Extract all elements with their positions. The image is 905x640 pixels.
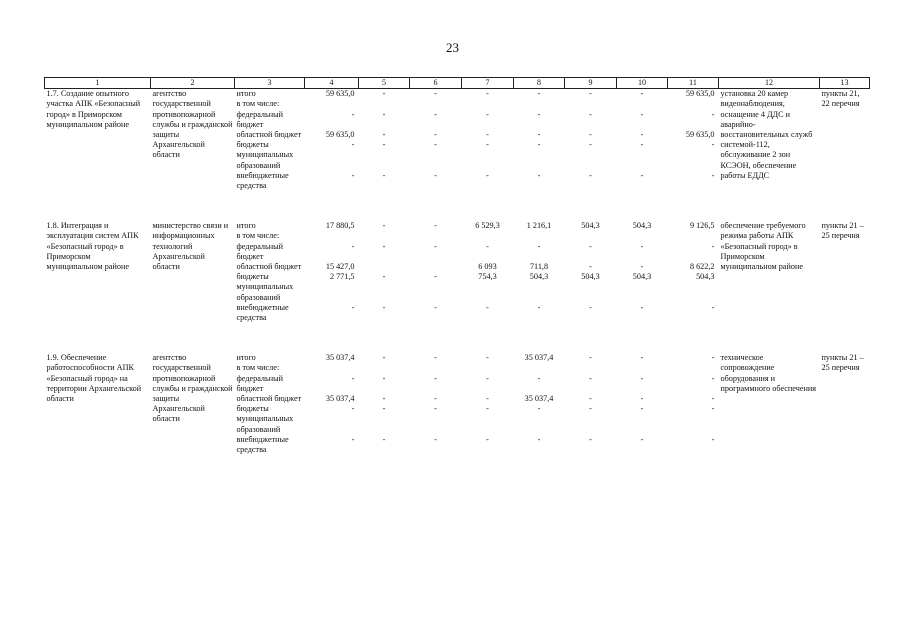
funding-value: - (640, 373, 644, 383)
table-body (45, 89, 870, 456)
funding-value: - (711, 373, 715, 383)
funding-value: - (589, 302, 592, 312)
funding-value: - (434, 373, 437, 383)
funding-value: - (640, 404, 644, 414)
funding-value: - (382, 109, 386, 119)
funding-value: 9 126,5 (689, 221, 715, 231)
funding-value: - (382, 394, 386, 404)
funding-value: - (537, 373, 541, 383)
funding-source-label: федеральный бюджет (236, 109, 284, 129)
column-number: 12 (719, 78, 820, 89)
funding-value (514, 99, 565, 109)
funding-value: - (434, 302, 437, 312)
funding-value: 6 529,3 (475, 221, 500, 231)
table-row (45, 89, 870, 100)
funding-value (305, 363, 359, 373)
funding-value (305, 99, 359, 109)
funding-value: - (589, 109, 592, 119)
funding-value: - (589, 241, 592, 251)
column-number: 10 (617, 78, 668, 89)
funding-value (410, 99, 462, 109)
funding-source-label: в том числе: (236, 363, 280, 373)
funding-value (617, 363, 668, 373)
measure-executor: агентство государственной противопожарной службы и гражданской защиты Архангельской области (152, 353, 233, 424)
funding-value: - (434, 272, 437, 282)
table-row (45, 353, 870, 363)
funding-value: - (640, 353, 644, 363)
funding-value: - (537, 140, 541, 150)
funding-value: 59 635,0 (685, 89, 715, 99)
funding-value: - (486, 241, 489, 251)
column-number: 7 (462, 78, 514, 89)
funding-value (668, 99, 719, 109)
funding-value: 59 635,0 (325, 89, 355, 99)
funding-value: 35 037,4 (524, 394, 554, 404)
funding-value (359, 363, 410, 373)
funding-value: - (537, 404, 541, 414)
funding-value: - (486, 170, 489, 180)
funding-value: 17 880,5 (325, 221, 355, 231)
measure-result: установка 20 камер видеонаблюдения, оснащение 4 ДДС и аварийно-восстановительных служб системой-112, обслуживание 2 зон КСЭОН, обеспечение работы ЕДДС (720, 89, 813, 180)
funding-value: - (486, 89, 489, 99)
funding-value: 504,3 (696, 272, 715, 282)
funding-value: 504,3 (632, 272, 652, 282)
funding-value (359, 231, 410, 241)
funding-value: 6 093 (478, 262, 497, 272)
funding-source-label: итого (236, 353, 256, 363)
funding-value: - (351, 373, 355, 383)
funding-source-label: внебюджетные средства (236, 170, 289, 191)
funding-value: - (434, 241, 437, 251)
funding-source-label: федеральный бюджет (236, 373, 284, 393)
funding-value: - (434, 130, 437, 140)
funding-value: - (640, 302, 644, 312)
funding-value: 504,3 (581, 221, 600, 231)
funding-value: - (382, 130, 386, 140)
measure-refs: пункты 21 – 25 перечня (821, 221, 864, 241)
column-number: 11 (668, 78, 719, 89)
funding-source-label: в том числе: (236, 231, 280, 241)
funding-value: 504,3 (529, 272, 549, 282)
funding-value: - (711, 170, 715, 180)
funding-source-label: бюджеты муниципальных образований (236, 140, 294, 170)
funding-source-label: областной бюджет (236, 130, 302, 140)
column-number: 13 (820, 78, 870, 89)
funding-value: - (537, 170, 541, 180)
funding-value: - (711, 109, 715, 119)
column-number: 2 (151, 78, 235, 89)
funding-value: - (486, 353, 489, 363)
funding-value: 15 427,0 (325, 262, 355, 272)
spacer-cell (45, 323, 870, 353)
funding-value: - (537, 109, 541, 119)
funding-value: - (589, 89, 592, 99)
funding-value: - (486, 140, 489, 150)
funding-value (565, 99, 617, 109)
funding-value (462, 99, 514, 109)
column-number: 8 (514, 78, 565, 89)
program-table (44, 77, 870, 455)
funding-value: - (711, 140, 715, 150)
funding-value (514, 231, 565, 241)
funding-value: - (351, 109, 355, 119)
funding-value: - (640, 241, 644, 251)
measure-result: техническое сопровождение оборудования и программного обеспечения (720, 353, 817, 393)
column-number: 9 (565, 78, 617, 89)
funding-value: - (382, 353, 386, 363)
funding-value: - (382, 89, 386, 99)
funding-source-label: в том числе: (236, 99, 280, 109)
funding-value: - (537, 434, 541, 444)
funding-value (668, 231, 719, 241)
funding-value: - (434, 221, 437, 231)
funding-value: 504,3 (581, 272, 600, 282)
measure-title: 1.9. Обеспечение работоспособности АПК «Безопасный город» на территории Архангельской области (46, 353, 142, 404)
funding-value: - (486, 394, 489, 404)
funding-value (617, 99, 668, 109)
funding-value: 8 622,2 (689, 262, 715, 272)
funding-value: - (382, 241, 386, 251)
measure-refs: пункты 21, 22 перечня (821, 89, 860, 109)
section-spacer (45, 323, 870, 353)
funding-value: - (486, 109, 489, 119)
funding-source-label: бюджеты муниципальных образований (236, 272, 294, 302)
funding-value: 1 216,1 (526, 221, 552, 231)
funding-value (617, 231, 668, 241)
funding-value: - (711, 394, 715, 404)
funding-source-label: внебюджетные средства (236, 302, 289, 323)
funding-value: - (434, 109, 437, 119)
funding-source-label: областной бюджет (236, 394, 302, 404)
funding-value: - (640, 109, 644, 119)
funding-value: - (434, 434, 437, 444)
funding-value: - (382, 140, 386, 150)
table-row (45, 221, 870, 231)
funding-value: - (711, 302, 715, 312)
funding-value (410, 363, 462, 373)
funding-value: - (351, 434, 355, 444)
column-number-row (45, 78, 870, 89)
funding-value: - (589, 140, 592, 150)
funding-value: - (589, 404, 592, 414)
funding-value (514, 363, 565, 373)
column-number: 3 (235, 78, 305, 89)
funding-value: - (640, 89, 644, 99)
funding-value: 35 037,4 (325, 394, 355, 404)
funding-value: - (434, 353, 437, 363)
funding-source-label: итого (236, 89, 256, 99)
measure-title: 1.7. Создание опытного участка АПК «Безопасный город» в Приморском муниципальном районе (46, 89, 141, 129)
funding-value: - (382, 434, 386, 444)
measure-result: обеспечение требуемого режима работы АПК «Безопасный город» в Приморском муниципальном районе (720, 221, 806, 272)
funding-value: - (351, 302, 355, 312)
funding-value: - (486, 373, 489, 383)
funding-value (410, 231, 462, 241)
funding-value: - (486, 404, 489, 414)
funding-source-label: федеральный бюджет (236, 241, 284, 261)
funding-value (668, 363, 719, 373)
funding-value (410, 262, 462, 272)
funding-value: - (711, 404, 715, 414)
funding-value: 35 037,4 (524, 353, 554, 363)
funding-value: 35 037,4 (325, 353, 355, 363)
funding-value: 2 771,5 (329, 272, 355, 282)
funding-value: - (382, 404, 386, 414)
funding-value: 59 635,0 (685, 130, 715, 140)
funding-value (359, 262, 410, 272)
funding-value: - (351, 404, 355, 414)
funding-value: - (711, 434, 715, 444)
funding-value: - (640, 434, 644, 444)
column-number: 4 (305, 78, 359, 89)
funding-value: - (382, 373, 386, 383)
page-number: 23 (446, 40, 459, 55)
funding-value: - (486, 302, 489, 312)
funding-source-label: внебюджетные средства (236, 434, 289, 455)
funding-value: - (711, 353, 715, 363)
funding-value (462, 363, 514, 373)
column-number: 1 (45, 78, 151, 89)
funding-value: - (537, 241, 541, 251)
funding-value: - (589, 170, 592, 180)
funding-value: - (351, 170, 355, 180)
funding-value: - (537, 302, 541, 312)
funding-value: - (711, 241, 715, 251)
funding-source-label: областной бюджет (236, 262, 302, 272)
funding-value: - (640, 394, 644, 404)
funding-value: - (589, 353, 592, 363)
funding-value: - (486, 130, 489, 140)
funding-value: - (434, 140, 437, 150)
funding-value (305, 231, 359, 241)
measure-executor: министерство связи и информационных технологий Архангельской области (152, 221, 229, 272)
funding-value: - (382, 302, 386, 312)
funding-value: - (640, 140, 644, 150)
measure-refs: пункты 21 – 25 перечня (821, 353, 864, 373)
funding-value: - (434, 89, 437, 99)
column-number: 6 (410, 78, 462, 89)
funding-value: - (589, 262, 592, 272)
funding-source-label: бюджеты муниципальных образований (236, 404, 294, 434)
column-number: 5 (359, 78, 410, 89)
funding-value: - (434, 394, 437, 404)
funding-value: - (589, 394, 592, 404)
funding-value: - (640, 130, 644, 140)
funding-value (462, 231, 514, 241)
funding-value: 59 635,0 (325, 130, 355, 140)
funding-value: - (351, 140, 355, 150)
funding-value: 754,3 (478, 272, 497, 282)
funding-value: - (589, 373, 592, 383)
funding-value: - (486, 434, 489, 444)
funding-value: - (351, 241, 355, 251)
measure-title: 1.8. Интеграция и эксплуатация систем АПК «Безопасный город» в Приморском муниципальном районе (46, 221, 139, 272)
funding-value (359, 99, 410, 109)
funding-value: - (382, 221, 386, 231)
section-spacer (45, 191, 870, 221)
funding-value (565, 363, 617, 373)
funding-value: - (640, 262, 644, 272)
funding-value: - (537, 130, 541, 140)
spacer-cell (45, 191, 870, 221)
funding-value: - (589, 434, 592, 444)
funding-value: - (537, 89, 541, 99)
measure-executor: агентство государственной противопожарной службы и гражданской защиты Архангельской области (152, 89, 233, 160)
funding-value: - (640, 170, 644, 180)
funding-value: - (434, 404, 437, 414)
funding-value: - (382, 272, 386, 282)
funding-source-label: итого (236, 221, 256, 231)
funding-value: - (382, 170, 386, 180)
funding-value: - (434, 170, 437, 180)
funding-value (565, 231, 617, 241)
funding-value: 711,8 (529, 262, 549, 272)
funding-value: 504,3 (632, 221, 652, 231)
funding-value: - (589, 130, 592, 140)
